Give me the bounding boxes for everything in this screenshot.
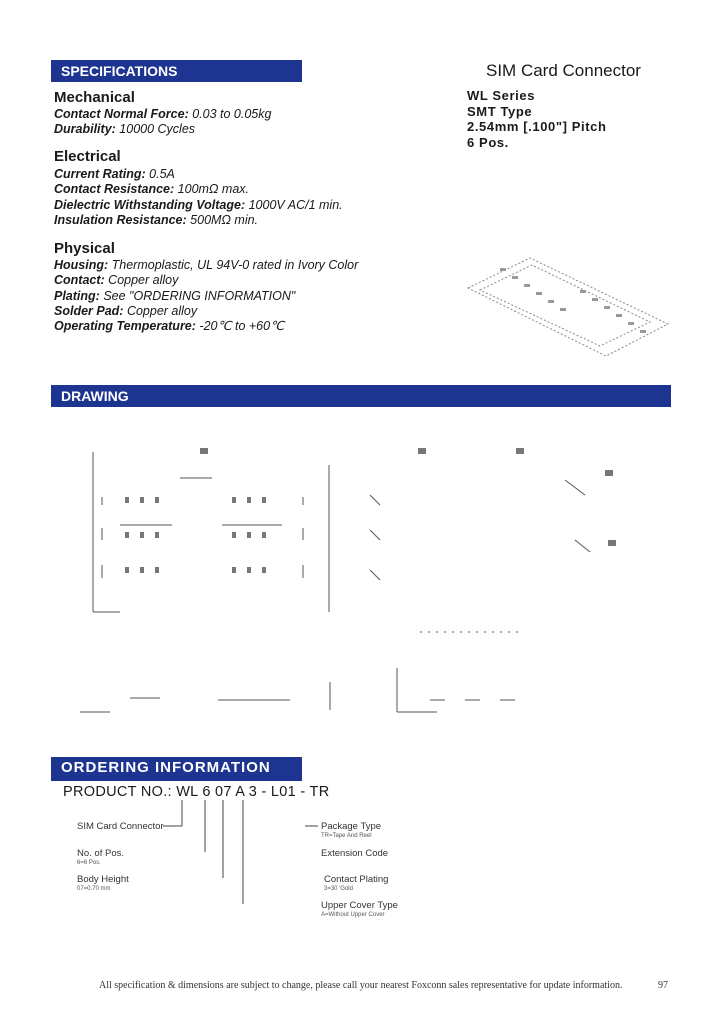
spec-key: Contact: [54,273,105,288]
spec-key: Contact Resistance: [54,182,175,197]
spec-value: 1000V AC/1 min. [245,197,343,212]
subtitle-pitch: 2.54mm [.100"] Pitch [467,119,607,134]
spec-key: Housing: [54,258,109,272]
spec-value: Thermoplastic, UL 94V-0 rated in Ivory Color [108,258,359,272]
footer-note: All specification & dimensions are subject to change, please call your nearest Foxconn sales representative for update information. [99,980,623,991]
spec-row [54,182,343,197]
order-left-label: Body Height [77,874,129,885]
spec-row [54,107,271,122]
spec-key: Durability: [54,122,116,137]
product-title: SIM Card Connector [486,61,641,80]
order-right-sub: 3=30 ′Gold [324,886,353,892]
spec-key: Contact Normal Force: [54,107,189,121]
spec-value: 0.03 to 0.05kg [188,107,272,121]
physical-list [54,258,358,334]
order-right-label: Extension Code [321,848,389,859]
order-right-label: Package Type [321,821,382,832]
connector-photo [468,258,668,356]
order-left-label: SIM Card Connector [77,821,164,832]
order-right-label: Contact Plating [324,874,389,885]
page-number: 97 [658,980,668,991]
spec-value: 0.5A [145,167,175,181]
order-left-sub: 6=6 Pos. [77,860,101,866]
spec-row [54,213,343,228]
mechanical-list [54,107,271,138]
electrical-list [54,167,343,228]
order-right-sub: TR=Tape And Reel [321,833,372,839]
spec-value: 10000 Cycles [115,122,196,137]
subtitle-positions: 6 Pos. [467,134,509,150]
specifications-header: SPECIFICATIONS [51,60,302,82]
spec-value: Copper alloy [104,273,179,288]
spec-row [54,198,343,213]
subtitle-series: WL Series [467,88,536,103]
spec-row [54,304,358,319]
spec-key: Dielectric Withstanding Voltage: [54,197,246,212]
order-right-sub: A=Without Upper Cover [321,912,385,918]
product-number: PRODUCT NO.: WL 6 07 A 3 - L01 - TR [63,784,330,800]
spec-value: -20℃ to +60℃ [195,319,285,334]
subtitle-type: SMT Type [467,103,533,119]
spec-row [54,273,358,288]
product-subtitle [467,88,607,150]
drawing-header: DRAWING [51,385,671,407]
spec-value: 500MΩ min. [186,212,259,227]
spec-row [54,258,358,273]
spec-row [54,167,343,182]
spec-value: Copper alloy [123,303,198,318]
spec-row [54,289,358,304]
order-left-label: No. of Pos. [77,848,124,859]
spec-row [54,122,271,137]
order-right-label: Upper Cover Type [321,900,398,911]
spec-key: Current Rating: [54,167,146,181]
spec-row [54,319,358,334]
ordering-header: ORDERING INFORMATION [51,757,302,781]
spec-value: 100mΩ max. [174,182,249,197]
spec-key: Solder Pad: [54,303,124,318]
spec-key: Plating: [54,288,100,303]
order-left-sub: 07=0.70 mm [77,886,111,892]
physical-title: Physical [54,240,115,257]
spec-value: See "ORDERING INFORMATION" [99,288,296,303]
spec-key: Operating Temperature: [54,319,196,334]
mechanical-title: Mechanical [54,89,135,106]
drawing-lines [80,452,590,712]
electrical-title: Electrical [54,148,121,165]
spec-key: Insulation Resistance: [54,212,187,227]
